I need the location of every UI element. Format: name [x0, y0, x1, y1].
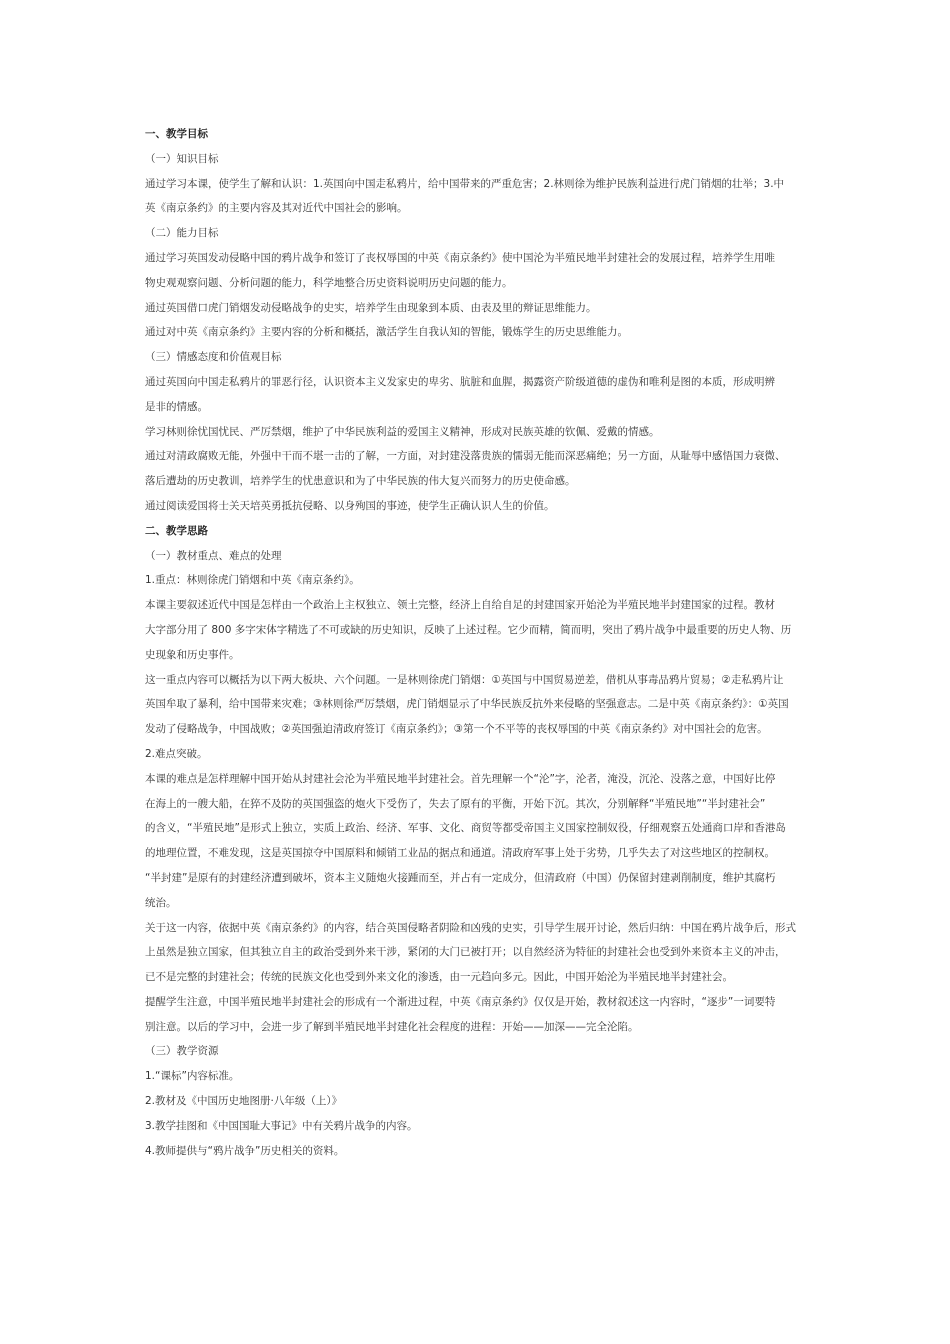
text-line: 落后遭劫的历史教训，培养学生的忧患意识和为了中华民族的伟大复兴而努力的历史使命感。 — [145, 475, 576, 488]
text-line: 英《南京条约》的主要内容及其对近代中国社会的影响。 — [145, 202, 408, 215]
text-line: 1.“课标”内容标准。 — [145, 1070, 240, 1083]
text-line: 这一重点内容可以概括为以下两大板块、六个问题。一是林则徐虎门销烟：①英国与中国贸易逆差，借机从事毒品鸦片贸易；②走私鸦片让 — [145, 673, 784, 686]
text-line: 在海上的一艘大船，在猝不及防的英国强盗的炮火下受伤了，失去了原有的平衡，开始下沉。其次，分别解释“半殖民地”“半封建社会” — [145, 797, 766, 810]
text-line: 4.教师提供与“鸦片战争”历史相关的资料。 — [145, 1144, 345, 1157]
text-line: 2.教材及《中国历史地图册·八年级（上）》 — [145, 1095, 343, 1108]
text-line: 物史观观察问题、分析问题的能力，科学地整合历史资料说明历史问题的能力。 — [145, 276, 513, 289]
text-line: 的地理位置，不难发现，这是英国掠夺中国原料和倾销工业品的据点和通道。清政府军事上处于劣势，几乎失去了对这些地区的控制权。 — [145, 847, 775, 860]
text-line: （三）教学资源 — [145, 1045, 219, 1058]
text-line: 上虽然是独立国家，但其独立自主的政治受到外来干涉，紧闭的大门已被打开；以自然经济为特征的封建社会也受到外来资本主义的冲击， — [145, 946, 786, 959]
text-line: 关于这一内容，依据中英《南京条约》的内容，结合英国侵略者阴险和凶残的史实，引导学生展开讨论，然后归纳：中国在鸦片战争后，形式 — [145, 921, 796, 934]
text-line: 通过对清政腐败无能，外强中干而不堪一击的了解，一方面，对封建没落贵族的懦弱无能而深恶痛绝；另一方面，从耻辱中感悟国力衰微、 — [145, 450, 786, 463]
text-line: 统治。 — [145, 896, 177, 909]
text-line: 学习林则徐忧国忧民、严厉禁烟，维护了中华民族利益的爱国主义精神，形成对民族英雄的钦佩、爱戴的情感。 — [145, 425, 660, 438]
text-line: 3.教学挂图和《中国国耻大事记》中有关鸦片战争的内容。 — [145, 1119, 418, 1132]
text-line: 通过阅读爱国将士关天培英勇抵抗侵略、以身殉国的事迹，使学生正确认识人生的价值。 — [145, 499, 555, 512]
text-line: 通过学习英国发动侵略中国的鸦片战争和签订了丧权辱国的中英《南京条约》使中国沦为半殖民地半封建社会的发展过程，培养学生用唯 — [145, 251, 775, 264]
text-line: 通过对中英《南京条约》主要内容的分析和概括，激活学生自我认知的智能，锻炼学生的历史思维能力。 — [145, 326, 628, 339]
text-line: 本课主要叙述近代中国是怎样由一个政治上主权独立、领土完整，经济上自给自足的封建国家开始沦为半殖民地半封建国家的过程。教材 — [145, 599, 775, 612]
text-line: （三）情感态度和价值观目标 — [145, 351, 282, 364]
text-line: 别注意。以后的学习中，会进一步了解到半殖民地半封建化社会程度的进程：开始——加深——完全沦陷。 — [145, 1020, 639, 1033]
text-line: “半封建”是原有的封建经济遭到破坏，资本主义随炮火接踵而至，并占有一定成分，但清政府（中国）仍保留封建剥削制度，维护其腐朽 — [145, 871, 776, 884]
text-line: 大字部分用了 800 多字宋体字精选了不可或缺的历史知识，反映了上述过程。它少而精，简而明，突出了鸦片战争中最重要的历史人物、历 — [145, 623, 792, 636]
text-line: 已不是完整的封建社会；传统的民族文化也受到外来文化的渗透，由一元趋向多元。因此，中国开始沦为半殖民地半封建社会。 — [145, 971, 733, 984]
text-line: 的含义，“半殖民地”是形式上独立，实质上政治、经济、军事、文化、商贸等都受帝国主义国家控制奴役，仔细观察五处通商口岸和香港岛 — [145, 822, 786, 835]
text-line: 是非的情感。 — [145, 400, 208, 413]
text-line: 英国牟取了暴利，给中国带来灾难；③林则徐严厉禁烟，虎门销烟显示了中华民族反抗外来侵略的坚强意志。二是中英《南京条约》：①英国 — [145, 698, 789, 711]
text-line: （二）能力目标 — [145, 227, 219, 240]
text-line: 史现象和历史事件。 — [145, 648, 240, 661]
text-line: 提醒学生注意，中国半殖民地半封建社会的形成有一个渐进过程，中英《南京条约》仅仅是开始，教材叙述这一内容时，“逐步”一词要特 — [145, 995, 776, 1008]
text-line: 发动了侵略战争，中国战败；②英国强迫清政府签订《南京条约》；③第一个不平等的丧权辱国的中英《南京条约》对中国社会的危害。 — [145, 723, 768, 736]
text-line: 1.重点：林则徐虎门销烟和中英《南京条约》。 — [145, 574, 360, 587]
text-line: 通过英国向中国走私鸦片的罪恶行径，认识资本主义发家史的卑劣、肮脏和血腥，揭露资产阶级道德的虚伪和唯利是图的本质，形成明辨 — [145, 375, 775, 388]
text-line: 通过学习本课，使学生了解和认识：1.英国向中国走私鸦片，给中国带来的严重危害；2.林则徐为维护民族利益进行虎门销烟的壮举；3.中 — [145, 177, 785, 190]
section-heading: 一、教学目标 — [145, 128, 208, 140]
section-heading: 二、教学思路 — [145, 524, 208, 537]
text-line: （一）知识目标 — [145, 152, 219, 165]
text-line: （一）教材重点、难点的处理 — [145, 549, 282, 562]
text-line: 通过英国借口虎门销烟发动侵略战争的史实，培养学生由现象到本质、由表及里的辩证思维能力。 — [145, 301, 597, 314]
document-body — [145, 122, 813, 1163]
text-line: 2.难点突破。 — [145, 747, 208, 760]
text-line: 本课的难点是怎样理解中国开始从封建社会沦为半殖民地半封建社会。首先理解一个“沦”字，沦者，淹没，沉沦、没落之意，中国好比停 — [145, 772, 776, 785]
